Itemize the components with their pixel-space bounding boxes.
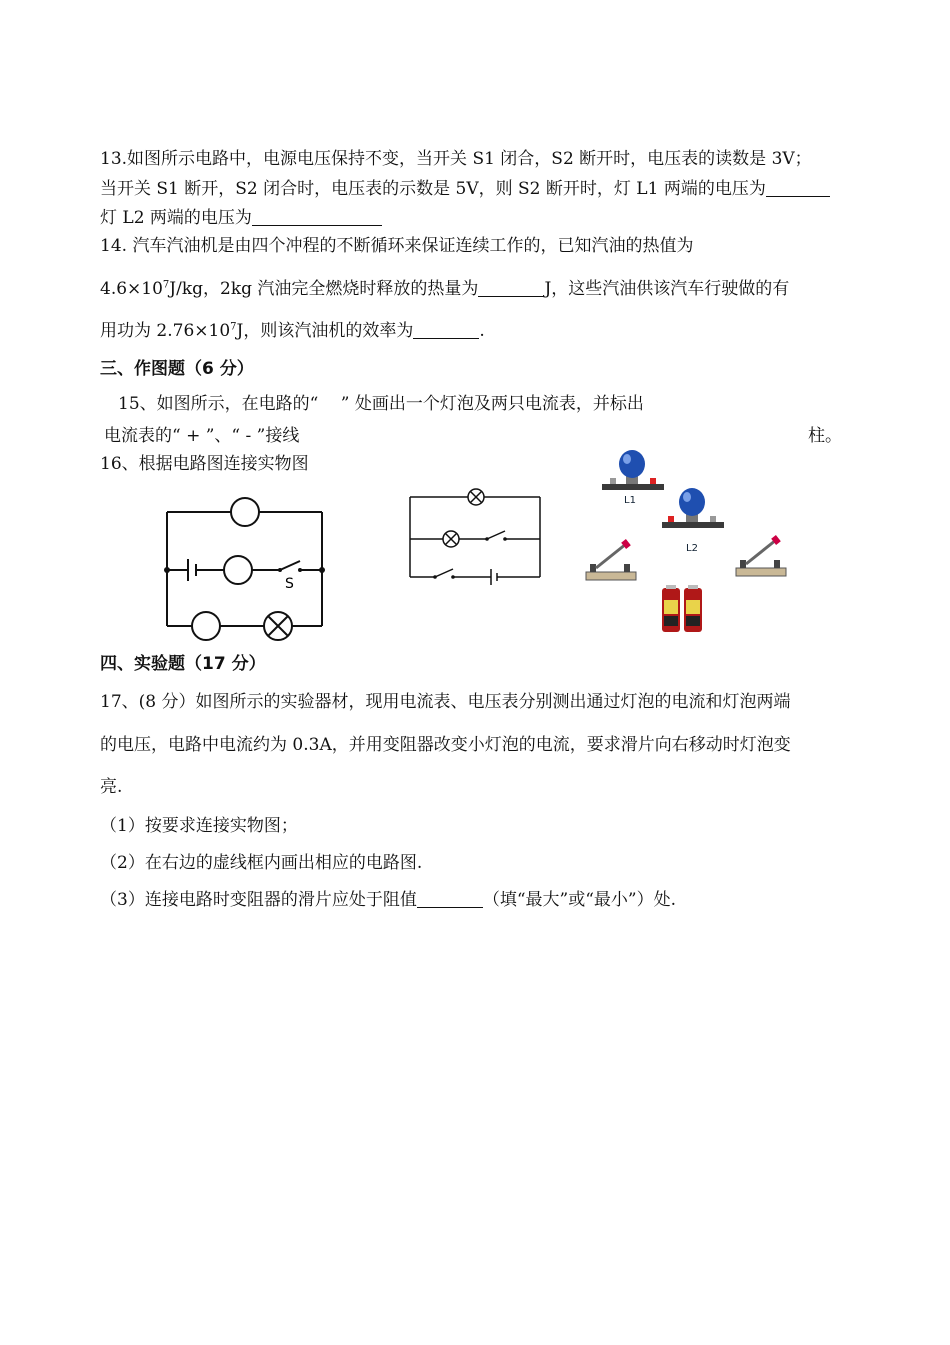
- knife-switch-icon: [736, 535, 786, 576]
- bulb-l1-icon: [602, 450, 664, 506]
- circuit-diagram-1: [150, 490, 340, 645]
- knife-switch-icon: [586, 539, 636, 580]
- section-heading: 四、实验题（17 分）: [100, 654, 266, 674]
- q14-line2: $4.6\times 10^7J/kg$，2kg 汽油完全燃烧时释放的热量为 J，这些汽油供该汽车行驶做的有: [100, 279, 790, 299]
- q15-line1: 15、如图所示，在电路的“ ” 处画出一个灯泡及两只电流表，并标出: [118, 394, 644, 414]
- svg-text:L1: L1: [624, 495, 636, 506]
- q15-line2: 电流表的“ + ”、“ - ”接线: [104, 426, 300, 446]
- answer-blank[interactable]: [252, 207, 382, 226]
- q13-line1: 13.如图所示电路中，电源电压保持不变，当开关 S1 闭合，S2 断开时，电压表的读数是 3V；: [100, 149, 812, 169]
- switch-label: S: [285, 576, 294, 592]
- q13-line2: 当开关 S1 断开，S2 闭合时，电压表的示数是 5V，则 S2 断开时，灯 L1 两端的电压为: [100, 177, 830, 201]
- answer-blank[interactable]: [417, 889, 483, 908]
- q17-sub2: （2）在右边的虚线框内画出相应的电路图.: [100, 853, 423, 873]
- q17-sub3: （3）连接电路时变阻器的滑片应处于阻值 （填“最大”或“最小”）处.: [100, 890, 676, 910]
- q17-sub1: （1）按要求连接实物图；: [100, 816, 298, 836]
- circuit-diagram-2: [405, 485, 545, 585]
- q17-line1: 17、(8 分）如图所示的实验器材，现用电流表、电压表分别测出通过灯泡的电流和灯泡两端: [100, 692, 791, 712]
- q17-line2: 的电压，电路中电流约为 0.3A，并用变阻器改变小灯泡的电流，要求滑片向右移动时灯泡变: [100, 735, 791, 755]
- answer-blank[interactable]: [766, 178, 830, 197]
- section-heading: 三、作图题（6 分）: [100, 359, 254, 379]
- answer-blank[interactable]: [478, 278, 544, 297]
- q14-line3: 用功为 $2.76\times 10^7J$，则该汽油机的效率为 .: [100, 321, 485, 341]
- q16-text: 16、根据电路图连接实物图: [100, 454, 309, 474]
- q14-line1: 14. 汽车汽油机是由四个冲程的不断循环来保证连续工作的，已知汽油的热值为: [100, 236, 694, 256]
- q13-line3: 灯 L2 两端的电压为: [100, 206, 382, 230]
- answer-blank[interactable]: [413, 320, 479, 339]
- battery-icon: [662, 585, 702, 632]
- svg-text:L2: L2: [686, 543, 698, 554]
- q15-line2-end: 柱。: [808, 426, 842, 446]
- bulb-l2-icon: [662, 488, 724, 554]
- component-photos: [580, 440, 810, 640]
- q17-line3: 亮.: [100, 777, 123, 797]
